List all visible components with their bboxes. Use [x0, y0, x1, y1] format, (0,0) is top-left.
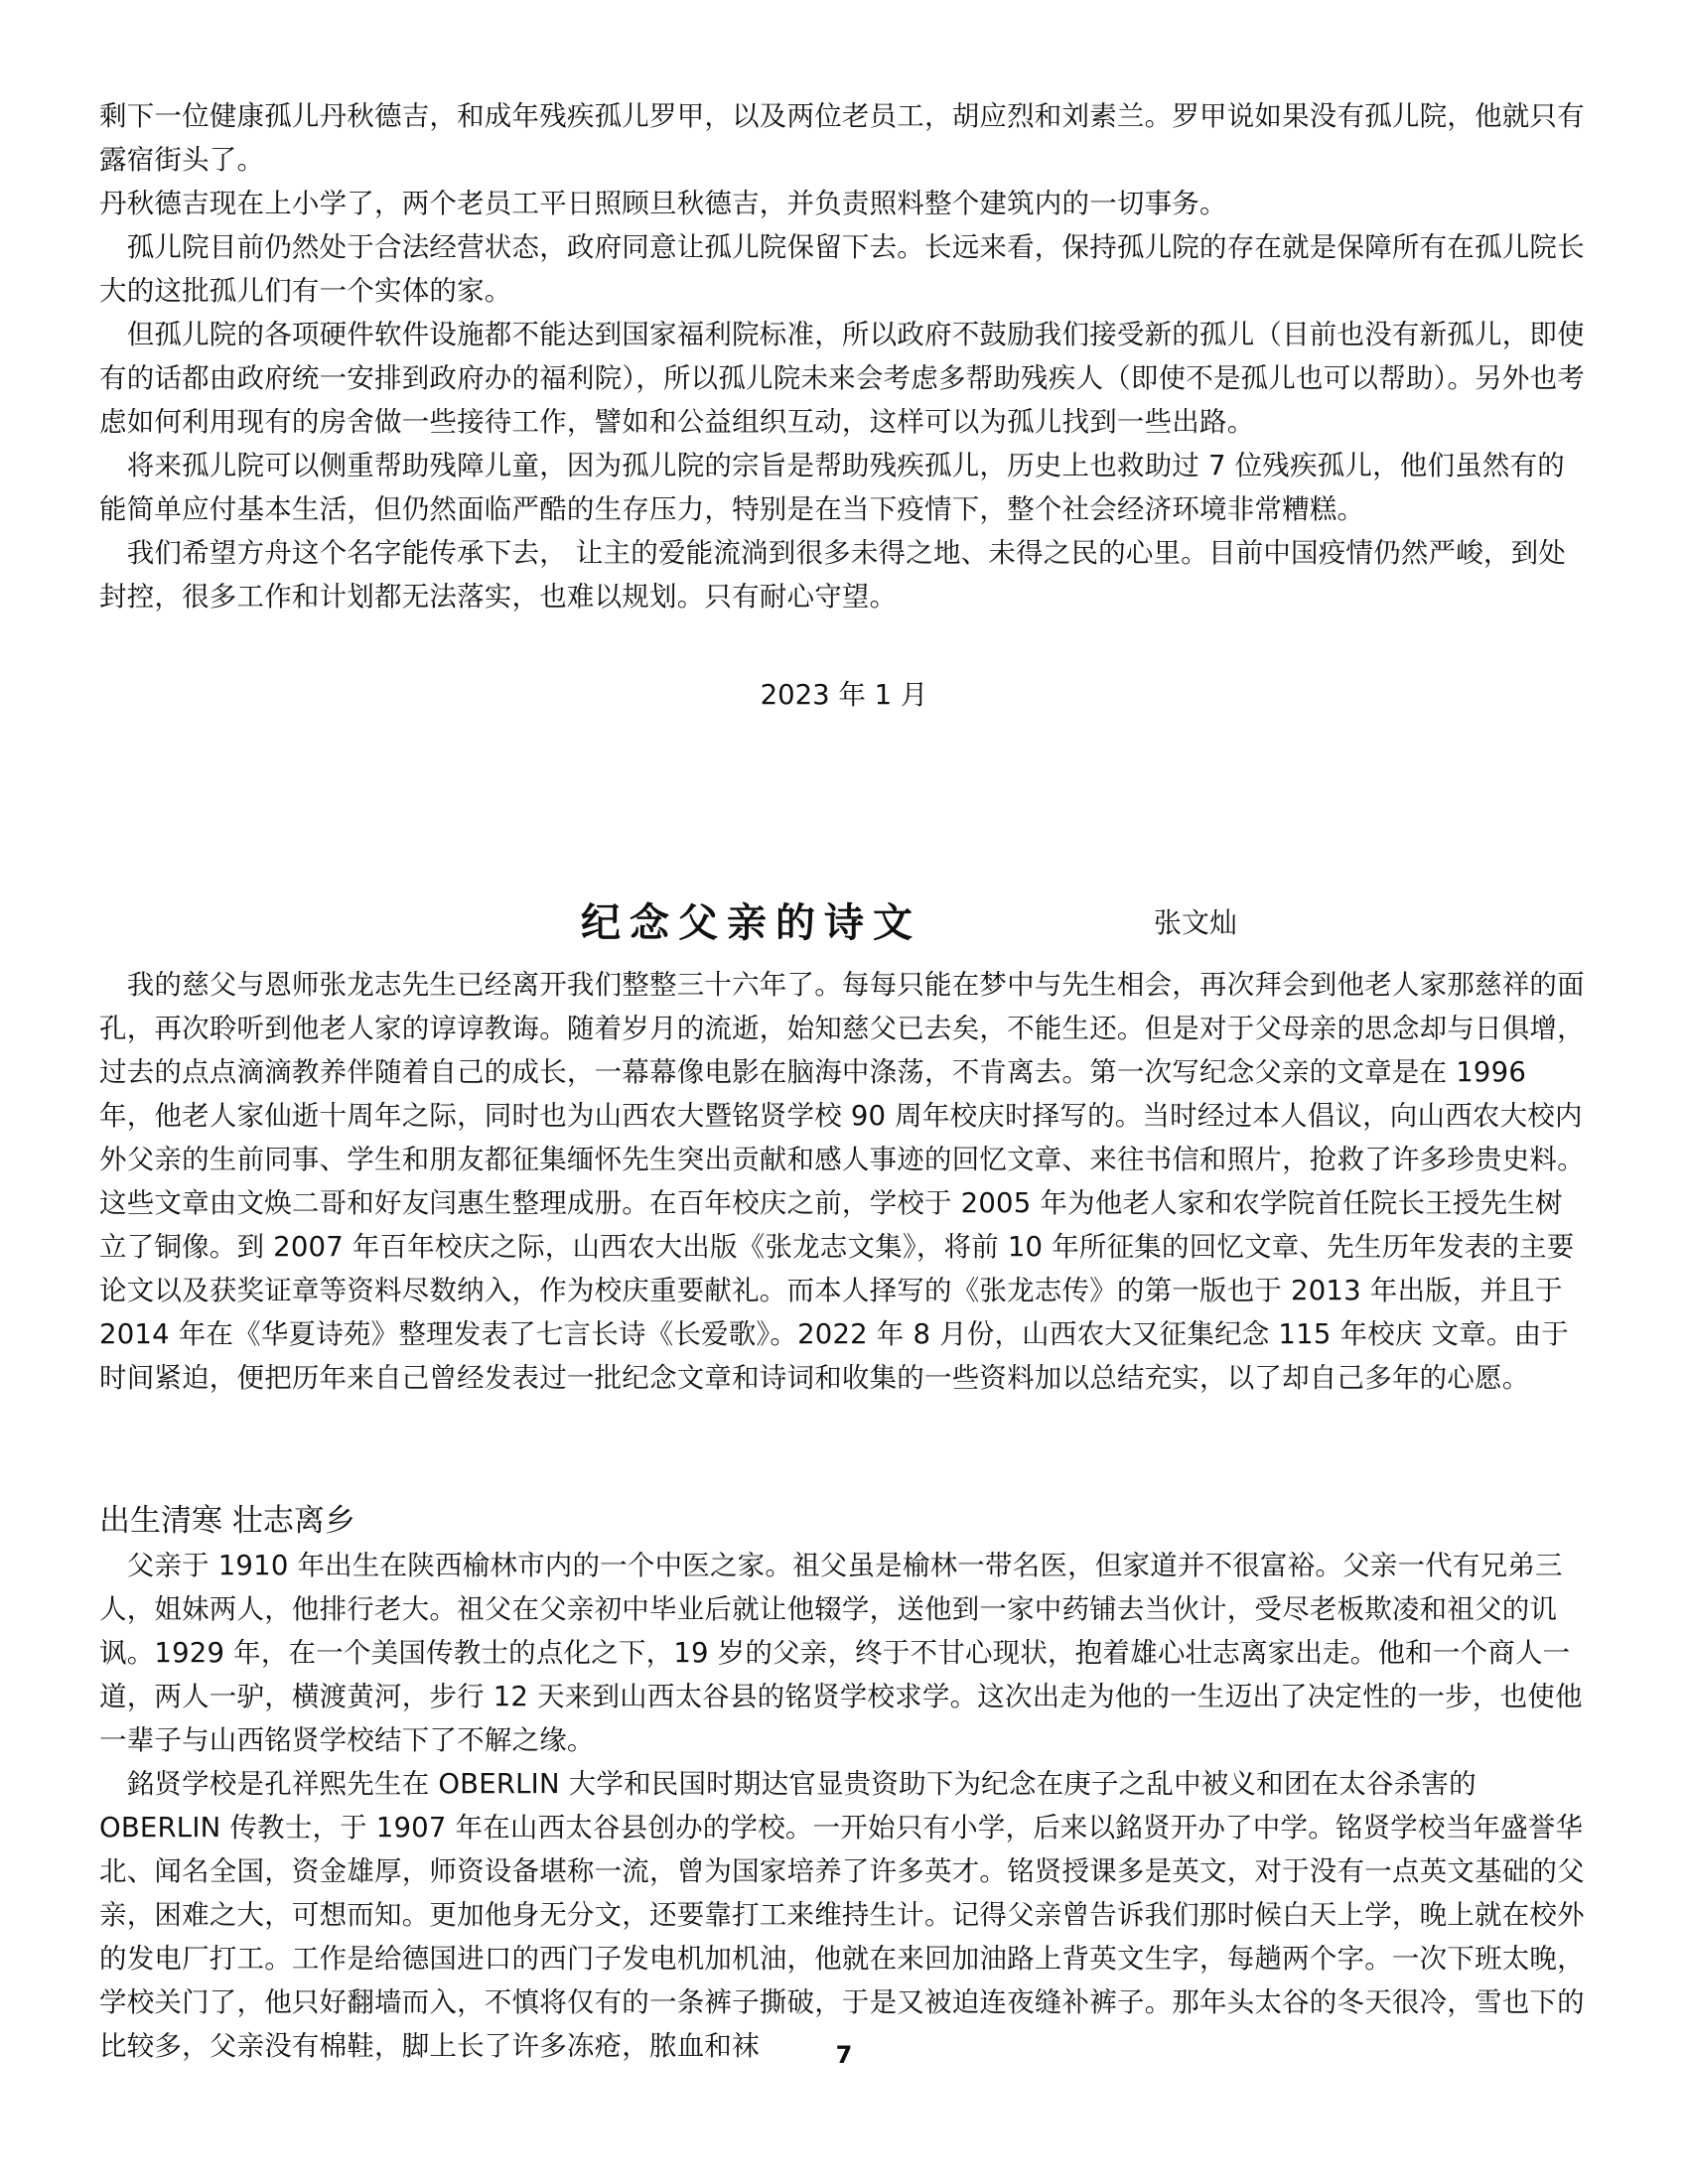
section-heading: 出生清寒 壮志离乡 — [99, 1503, 355, 1539]
letter-date: 2023 年 1 月 — [760, 679, 928, 711]
paragraph: 孤儿院目前仍然处于合法经营状态，政府同意让孤儿院保留下去。长远来看，保持孤儿院的存在就是保障所有在孤儿院长大的这批孤儿们有一个实体的家。 — [99, 231, 1585, 307]
paragraph: 但孤儿院的各项硬件软件设施都不能达到国家福利院标准，所以政府不鼓励我们接受新的孤儿（目前也没有新孤儿，即使有的话都由政府统一安排到政府办的福利院），所以孤儿院未来会考虑多帮助残疾人（即使不是孤儿也可以帮助）。另外也考虑如何利用现有的房舍做一些接待工作，譬如和公益组织互动，这样可以为孤儿找到一些出路。 — [99, 319, 1585, 438]
paragraph: 銘贤学校是孔祥熙先生在 OBERLIN 大学和民国时期达官显贵资助下为纪念在庚子之乱中被义和团在太谷杀害的 OBERLIN 传教士，于 1907 年在山西太谷县创办的学校。一开始只有小学，后来以銘贤开办了中学。铭贤学校当年盛誉华北、闻名全国，资金雄厚，师资设备堪称一流，曾为国家培养了许多英才。铭贤授课多是英文，对于没有一点英文基础的父亲，困难之大，可想而知。更加他身无分文，还要靠打工来维持生计。记得父亲曾告诉我们那时候白天上学，晚上就在校外的发电厂打工。工作是给德国进口的西门子发电机加机油，他就在来回加油路上背英文生字，每趟两个字。一次下班太晚，学校关门了，他只好翻墙而入，不慎将仅有的一条裤子撕破，于是又被迫连夜缝补裤子。那年头太谷的冬天很冷，雪也下的比较多，父亲没有棉鞋，脚上长了许多冻疮，脓血和袜 — [99, 1768, 1585, 2062]
paragraph: 我的慈父与恩师张龙志先生已经离开我们整整三十六年了。每每只能在梦中与先生相会，再次拜会到他老人家那慈祥的面孔，再次聆听到他老人家的谆谆教诲。随着岁月的流逝，始知慈父已去矣，不能生还。但是对于父母亲的思念却与日俱增，过去的点点滴滴教养伴随着自己的成长，一幕幕像电影在脑海中涤荡，不肯离去。第一次写纪念父亲的文章是在 1996 年，他老人家仙逝十周年之际，同时也为山西农大暨铭贤学校 90 周年校庆时择写的。当时经过本人倡议，向山西农大校内外父亲的生前同事、学生和朋友都征集缅怀先生突出贡献和感人事迹的回忆文章、来往书信和照片，抢救了许多珍贵史料。 这些文章由文焕二哥和好友闫惠生整理成册。在百年校庆之前，学校于 2005 年为他老人家和农学院首任院长王授先生树立了铜像。到 2007 年百年校庆之际，山西农大出版《张龙志文集》，将前 10 年所征集的回忆文章、先生历年发表的主要论文以及获奖证章等资料尽数纳入，作为校庆重要献礼。而本人择写的《张龙志传》的第一版也于 2013 年出版，并且于 2014 年在《华夏诗苑》整理发表了七言长诗《长爱歌》。2022 年 8 月份，山西农大又征集纪念 115 年校庆 文章。由于时间紧迫，便把历年来自己曾经发表过一批纪念文章和诗词和收集的一些资料加以总结充实，以了却自己多年的心愿。 — [99, 969, 1585, 1394]
paragraph: 我们希望方舟这个名字能传承下去， 让主的爱能流淌到很多未得之地、未得之民的心里。目前中国疫情仍然严峻，到处封控，很多工作和计划都无法落实，也难以规划。只有耐心守望。 — [99, 537, 1567, 613]
paragraph: 将来孤儿院可以侧重帮助残障儿童，因为孤儿院的宗旨是帮助残疾孤儿，历史上也救助过 7 位残疾孤儿，他们虽然有的能简单应付基本生活，但仍然面临严酷的生存压力，特别是在当下疫情下，整个社会经济环境非常糟糕。 — [99, 450, 1565, 525]
article-intro — [99, 963, 1589, 1400]
paragraph: 父亲于 1910 年出生在陕西榆林市内的一个中医之家。祖父虽是榆林一带名医，但家道并不很富裕。父亲一代有兄弟三人，姐妹两人，他排行老大。祖父在父亲初中毕业后就让他辍学，送他到一家中药铺去当伙计，受尽老板欺凌和祖父的讥讽。1929 年，在一个美国传教士的点化之下，19 岁的父亲，终于不甘心现状，抱着雄心壮志离家出走。他和一个商人一道，两人一驴，横渡黄河，步行 12 天来到山西太谷县的铭贤学校求学。这次出走为他的一生迈出了决定性的一步，也使他一辈子与山西铭贤学校结下了不解之缘。 — [99, 1550, 1583, 1756]
page-number: 7 — [835, 2041, 853, 2069]
article-author: 张文灿 — [1154, 906, 1238, 939]
paragraph: 丹秋德吉现在上小学了，两个老员工平日照顾旦秋德吉，并负责照料整个建筑内的一切事务。 — [99, 188, 1227, 219]
top-section-body — [99, 94, 1589, 618]
section-body — [99, 1544, 1589, 2068]
article-title: 纪念父亲的诗文 — [581, 900, 921, 946]
article-heading — [0, 893, 1688, 953]
paragraph: 剩下一位健康孤儿丹秋德吉，和成年残疾孤儿罗甲，以及两位老员工，胡应烈和刘素兰。罗甲说如果没有孤儿院，他就只有露宿街头了。 — [99, 100, 1585, 176]
